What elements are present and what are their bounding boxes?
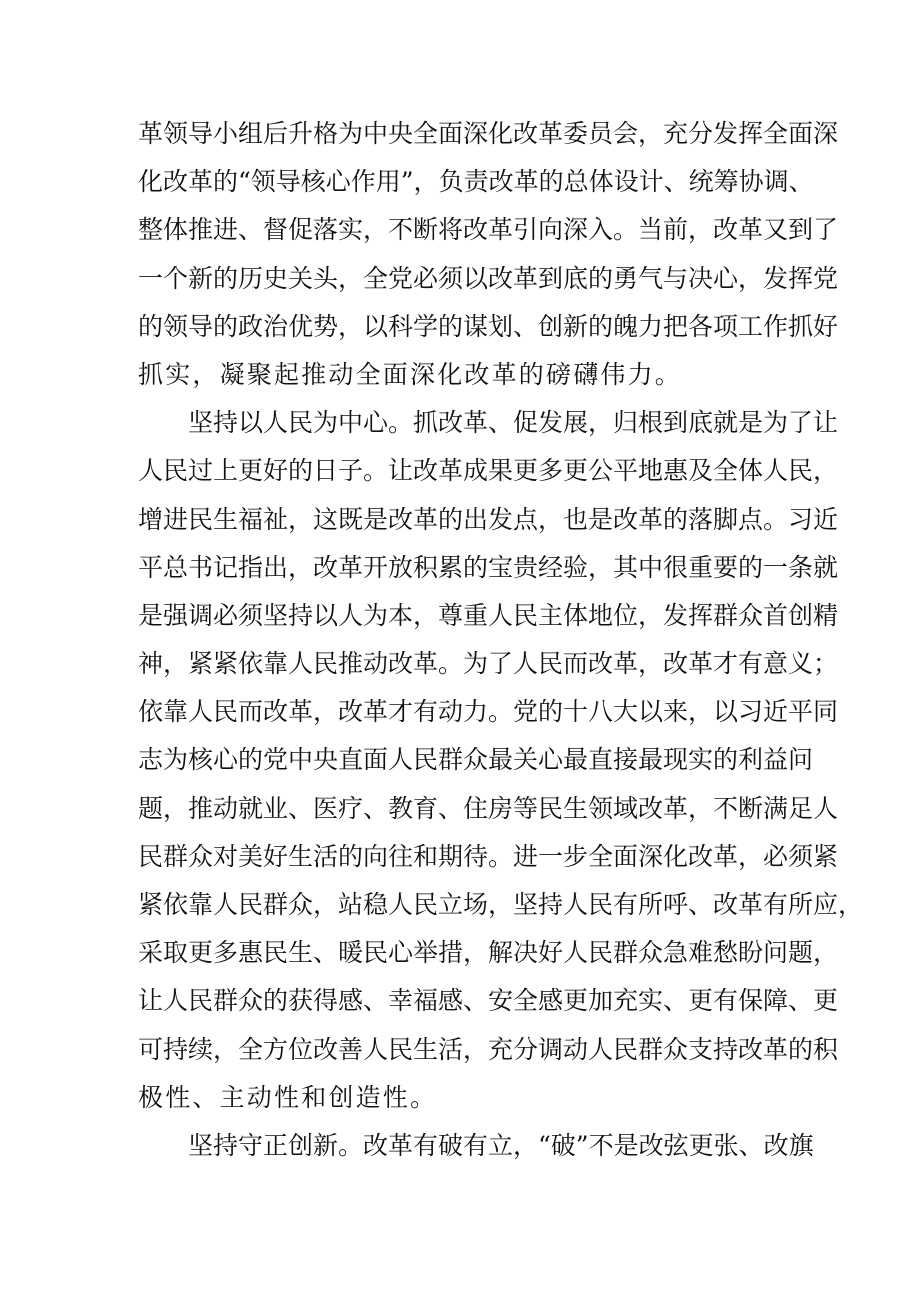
text-line: 整体推进、督促落实，不断将改革引向深入。当前，改革又到了 [138, 215, 839, 245]
text-line: 采取更多惠民生、暖民心举措，解决好人民群众急难愁盼问题， [138, 938, 839, 968]
text-line: 抓实，凝聚起推动全面深化改革的磅礴伟力。 [138, 359, 683, 389]
text-line: 紧依靠人民群众，站稳人民立场，坚持人民有所呼、改革有所应， [138, 890, 864, 919]
text-line: 民群众对美好生活的向往和期待。进一步全面深化改革，必须紧 [138, 841, 839, 871]
text-line: 化改革的“领导核心作用”，负责改革的总体设计、统筹协调、 [138, 167, 814, 197]
document-page [138, 110, 864, 1170]
text-line: 依靠人民而改革，改革才有动力。党的十八大以来，以习近平同 [138, 697, 839, 727]
text-line: 可持续，全方位改善人民生活，充分调动人民群众支持改革的积 [138, 1034, 839, 1064]
paragraph [138, 110, 839, 399]
text-line: 题，推动就业、医疗、教育、住房等民生领域改革，不断满足人 [138, 793, 839, 823]
text-line: 的领导的政治优势，以科学的谋划、创新的魄力把各项工作抓好 [138, 311, 839, 341]
text-line: 增进民生福祉，这既是改革的出发点，也是改革的落脚点。习近 [138, 504, 839, 534]
text-line: 一个新的历史关头，全党必须以改革到底的勇气与决心，发挥党 [138, 263, 839, 293]
text-line: 神，紧紧依靠人民推动改革。为了人民而改革，改革才有意义； [138, 649, 839, 679]
paragraph [138, 399, 864, 1122]
text-line: 人民过上更好的日子。让改革成果更多更公平地惠及全体人民， [138, 456, 839, 486]
text-line: 坚持以人民为中心。抓改革、促发展，归根到底就是为了让 [188, 408, 839, 438]
paragraph [138, 1122, 814, 1170]
text-line: 坚持守正创新。改革有破有立，“破”不是改弦更张、改旗 [188, 1130, 814, 1160]
text-line: 平总书记指出，改革开放积累的宝贵经验，其中很重要的一条就 [138, 552, 839, 582]
text-line: 让人民群众的获得感、幸福感、安全感更加充实、更有保障、更 [138, 986, 839, 1016]
text-line: 是强调必须坚持以人为本，尊重人民主体地位，发挥群众首创精 [138, 600, 839, 630]
text-line: 革领导小组后升格为中央全面深化改革委员会，充分发挥全面深 [138, 119, 839, 148]
text-line: 极性、主动性和创造性。 [138, 1082, 438, 1112]
text-line: 志为核心的党中央直面人民群众最关心最直接最现实的利益问 [138, 745, 814, 775]
